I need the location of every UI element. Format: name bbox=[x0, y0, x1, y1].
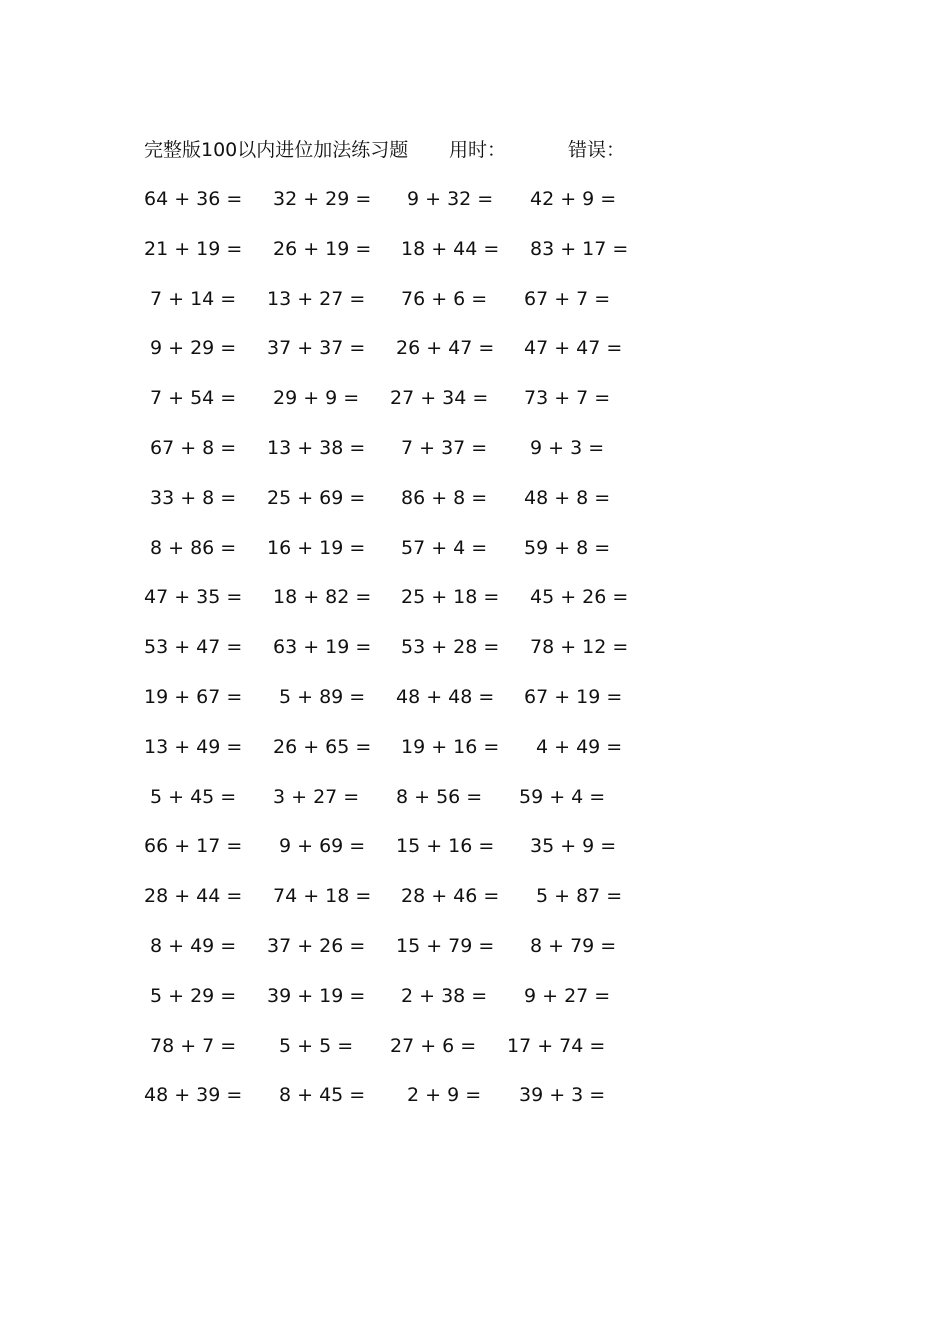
problem-item: 13 + 27 = bbox=[267, 288, 366, 310]
problem-item: 67 + 8 = bbox=[150, 437, 237, 459]
problem-item: 21 + 19 = bbox=[144, 238, 243, 260]
problem-item: 37 + 37 = bbox=[267, 337, 366, 359]
problem-item: 64 + 36 = bbox=[144, 188, 243, 210]
problem-item: 39 + 19 = bbox=[267, 985, 366, 1007]
problem-item: 73 + 7 = bbox=[524, 387, 611, 409]
problem-item: 78 + 12 = bbox=[530, 636, 629, 658]
problem-item: 16 + 19 = bbox=[267, 537, 366, 559]
problem-item: 33 + 8 = bbox=[150, 487, 237, 509]
problem-item: 86 + 8 = bbox=[401, 487, 488, 509]
problem-item: 8 + 56 = bbox=[396, 786, 483, 808]
problem-item: 26 + 65 = bbox=[273, 736, 372, 758]
problem-item: 78 + 7 = bbox=[150, 1035, 237, 1057]
errors-label: 错误： bbox=[568, 139, 626, 161]
problem-item: 13 + 49 = bbox=[144, 736, 243, 758]
problem-item: 27 + 6 = bbox=[390, 1035, 477, 1057]
problem-item: 27 + 34 = bbox=[390, 387, 489, 409]
problem-item: 17 + 74 = bbox=[507, 1035, 606, 1057]
problem-item: 59 + 4 = bbox=[519, 786, 606, 808]
problem-item: 28 + 46 = bbox=[401, 885, 500, 907]
problem-item: 5 + 29 = bbox=[150, 985, 237, 1007]
problem-item: 8 + 79 = bbox=[530, 935, 617, 957]
problem-item: 5 + 5 = bbox=[279, 1035, 354, 1057]
problem-item: 48 + 39 = bbox=[144, 1084, 243, 1106]
problem-item: 26 + 47 = bbox=[396, 337, 495, 359]
problem-item: 15 + 16 = bbox=[396, 835, 495, 857]
problem-item: 9 + 27 = bbox=[524, 985, 611, 1007]
problem-item: 9 + 32 = bbox=[407, 188, 494, 210]
time-used-label: 用时： bbox=[449, 139, 507, 161]
problem-item: 3 + 27 = bbox=[273, 786, 360, 808]
problem-item: 13 + 38 = bbox=[267, 437, 366, 459]
problem-item: 67 + 19 = bbox=[524, 686, 623, 708]
problem-item: 83 + 17 = bbox=[530, 238, 629, 260]
problem-item: 7 + 54 = bbox=[150, 387, 237, 409]
problem-item: 25 + 18 = bbox=[401, 586, 500, 608]
problem-item: 8 + 49 = bbox=[150, 935, 237, 957]
problem-item: 35 + 9 = bbox=[530, 835, 617, 857]
worksheet-title: 完整版100以内进位加法练习题 bbox=[144, 139, 409, 161]
problem-item: 37 + 26 = bbox=[267, 935, 366, 957]
problem-item: 59 + 8 = bbox=[524, 537, 611, 559]
problem-item: 45 + 26 = bbox=[530, 586, 629, 608]
problem-item: 76 + 6 = bbox=[401, 288, 488, 310]
problem-item: 74 + 18 = bbox=[273, 885, 372, 907]
problem-item: 2 + 38 = bbox=[401, 985, 488, 1007]
problem-item: 5 + 89 = bbox=[279, 686, 366, 708]
problem-item: 39 + 3 = bbox=[519, 1084, 606, 1106]
problem-item: 67 + 7 = bbox=[524, 288, 611, 310]
problem-item: 8 + 86 = bbox=[150, 537, 237, 559]
problem-item: 28 + 44 = bbox=[144, 885, 243, 907]
problem-item: 9 + 3 = bbox=[530, 437, 605, 459]
problem-item: 18 + 82 = bbox=[273, 586, 372, 608]
problem-item: 19 + 67 = bbox=[144, 686, 243, 708]
problem-item: 47 + 47 = bbox=[524, 337, 623, 359]
problem-item: 5 + 87 = bbox=[536, 885, 623, 907]
problem-item: 19 + 16 = bbox=[401, 736, 500, 758]
problem-item: 15 + 79 = bbox=[396, 935, 495, 957]
problem-item: 63 + 19 = bbox=[273, 636, 372, 658]
problem-item: 57 + 4 = bbox=[401, 537, 488, 559]
problem-item: 26 + 19 = bbox=[273, 238, 372, 260]
problem-item: 66 + 17 = bbox=[144, 835, 243, 857]
problem-item: 7 + 37 = bbox=[401, 437, 488, 459]
problem-item: 25 + 69 = bbox=[267, 487, 366, 509]
problem-item: 9 + 69 = bbox=[279, 835, 366, 857]
problem-item: 47 + 35 = bbox=[144, 586, 243, 608]
problem-item: 48 + 48 = bbox=[396, 686, 495, 708]
problem-item: 53 + 28 = bbox=[401, 636, 500, 658]
problem-item: 18 + 44 = bbox=[401, 238, 500, 260]
problem-item: 7 + 14 = bbox=[150, 288, 237, 310]
problem-item: 29 + 9 = bbox=[273, 387, 360, 409]
problem-item: 2 + 9 = bbox=[407, 1084, 482, 1106]
problem-item: 4 + 49 = bbox=[536, 736, 623, 758]
problem-item: 8 + 45 = bbox=[279, 1084, 366, 1106]
problem-item: 48 + 8 = bbox=[524, 487, 611, 509]
problem-item: 32 + 29 = bbox=[273, 188, 372, 210]
problem-item: 5 + 45 = bbox=[150, 786, 237, 808]
problem-item: 9 + 29 = bbox=[150, 337, 237, 359]
problem-item: 53 + 47 = bbox=[144, 636, 243, 658]
problem-item: 42 + 9 = bbox=[530, 188, 617, 210]
